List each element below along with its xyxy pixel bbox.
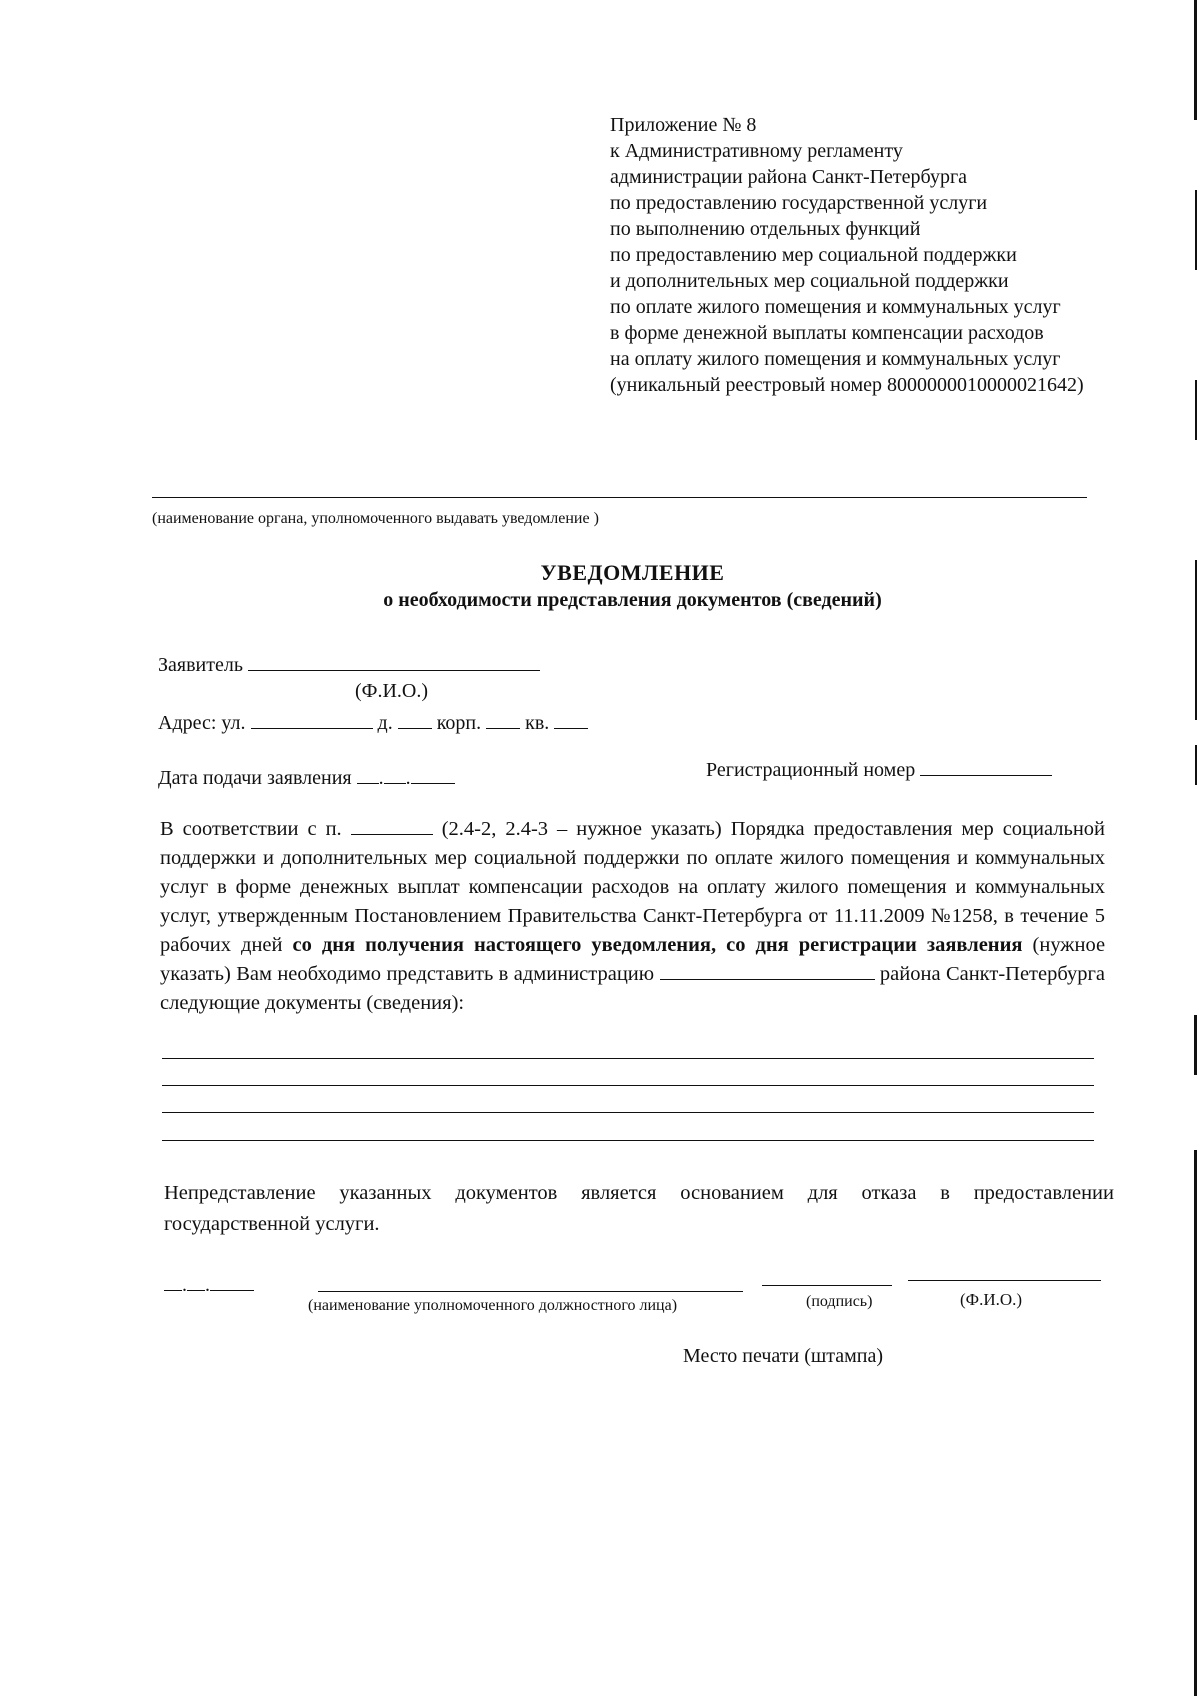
scan-edge-mark bbox=[1194, 1015, 1197, 1075]
administration-field[interactable] bbox=[660, 961, 875, 980]
application-date-row bbox=[158, 765, 455, 790]
official-caption: (наименование уполномоченного должностного лица) bbox=[308, 1297, 678, 1314]
organ-name-line[interactable] bbox=[152, 497, 1087, 498]
document-subtitle: о необходимости представления документов (сведений) bbox=[383, 589, 882, 611]
address-apartment-label: кв. bbox=[525, 712, 550, 734]
sign-date-day-field[interactable] bbox=[164, 1272, 182, 1291]
body-text: района Санкт-Петербурга следующие документы (сведения): bbox=[160, 963, 1106, 1014]
applicant-label: Заявитель bbox=[158, 654, 243, 676]
fio-caption: (Ф.И.О.) bbox=[960, 1290, 1023, 1309]
clause-number-field[interactable] bbox=[351, 816, 433, 835]
street-field[interactable] bbox=[251, 710, 373, 729]
annex-line: к Административному регламенту bbox=[610, 140, 903, 162]
date-day-field[interactable] bbox=[357, 765, 379, 784]
address-row bbox=[158, 710, 588, 735]
scan-edge-mark bbox=[1194, 1150, 1197, 1696]
date-separator: . bbox=[205, 1274, 210, 1296]
scan-edge-mark bbox=[1194, 0, 1197, 120]
refusal-text: Непредставление указанных документов является основанием для отказа в предоставлении государственной услуги. bbox=[164, 1182, 1114, 1235]
sign-date-year-field[interactable] bbox=[210, 1272, 254, 1291]
documents-line[interactable] bbox=[162, 1058, 1094, 1059]
annex-block bbox=[610, 112, 1084, 398]
date-year-field[interactable] bbox=[411, 765, 455, 784]
annex-line: и дополнительных мер социальной поддержки bbox=[610, 270, 1009, 292]
scan-edge-mark bbox=[1195, 190, 1197, 270]
date-separator: . bbox=[405, 767, 411, 789]
document-title: УВЕДОМЛЕНИЕ bbox=[540, 560, 725, 585]
address-house-label: д. bbox=[377, 712, 393, 734]
applicant-caption: (Ф.И.О.) bbox=[355, 680, 429, 702]
building-field[interactable] bbox=[486, 710, 520, 729]
applicant-row bbox=[158, 652, 540, 677]
body-text: (2.4-2, 2.4-3 – нужное указать) Порядка предоставления мер социальной поддержки и дополнительных мер социальной поддержки по оплате жилого помещения и коммунальных услуг в форме денежных выплат компенсации расходов на оплату жилого помещения и коммунальных услуг, утвержденным Постановлением Правительства Санкт-Петербурга от 11.11.2009 №1258, в течение 5 рабочих дней bbox=[160, 818, 1106, 956]
body-text: В соответствии с п. bbox=[160, 818, 342, 840]
date-month-field[interactable] bbox=[384, 765, 406, 784]
documents-line[interactable] bbox=[162, 1085, 1094, 1086]
scan-edge-mark bbox=[1195, 745, 1197, 785]
scan-edge-mark bbox=[1195, 380, 1197, 440]
signature-line[interactable] bbox=[762, 1285, 892, 1286]
apartment-field[interactable] bbox=[554, 710, 588, 729]
body-text: (нужное указать) Вам необходимо представить в администрацию bbox=[160, 934, 1106, 985]
address-street-label: Адрес: ул. bbox=[158, 712, 246, 734]
signature-caption: (подпись) bbox=[806, 1293, 873, 1310]
body-bold-text: со дня получения настоящего уведомления, со дня регистрации заявления bbox=[292, 934, 1023, 956]
organ-caption: (наименование органа, уполномоченного выдавать уведомление ) bbox=[152, 510, 599, 527]
applicant-name-field[interactable] bbox=[248, 652, 540, 671]
registration-number-label: Регистрационный номер bbox=[706, 759, 916, 781]
date-separator: . bbox=[182, 1274, 187, 1296]
fio-line[interactable] bbox=[908, 1280, 1101, 1281]
stamp-place: Место печати (штампа) bbox=[683, 1345, 884, 1367]
annex-line: администрации района Санкт-Петербурга bbox=[610, 166, 968, 188]
annex-line: по предоставлению государственной услуги bbox=[610, 192, 988, 214]
annex-line: по выполнению отдельных функций bbox=[610, 218, 921, 240]
registration-number-field[interactable] bbox=[920, 757, 1052, 776]
annex-line: (уникальный реестровый номер 8000000010000021642) bbox=[610, 374, 1084, 396]
sign-date-month-field[interactable] bbox=[187, 1272, 205, 1291]
annex-line: по предоставлению мер социальной поддержки bbox=[610, 244, 1017, 266]
official-name-line[interactable] bbox=[318, 1291, 743, 1292]
documents-line[interactable] bbox=[162, 1140, 1094, 1141]
annex-line: в форме денежной выплаты компенсации расходов bbox=[610, 322, 1044, 344]
annex-line: по оплате жилого помещения и коммунальных услуг bbox=[610, 296, 1061, 318]
address-building-label: корп. bbox=[436, 712, 482, 734]
annex-line: Приложение № 8 bbox=[610, 114, 757, 136]
documents-line[interactable] bbox=[162, 1112, 1094, 1113]
annex-line: на оплату жилого помещения и коммунальных услуг bbox=[610, 348, 1061, 370]
application-date-label: Дата подачи заявления bbox=[158, 767, 352, 789]
signature-date bbox=[164, 1272, 254, 1297]
registration-number-row bbox=[706, 757, 1052, 782]
house-field[interactable] bbox=[398, 710, 432, 729]
date-separator: . bbox=[378, 767, 384, 789]
notice-body bbox=[160, 815, 1105, 1018]
